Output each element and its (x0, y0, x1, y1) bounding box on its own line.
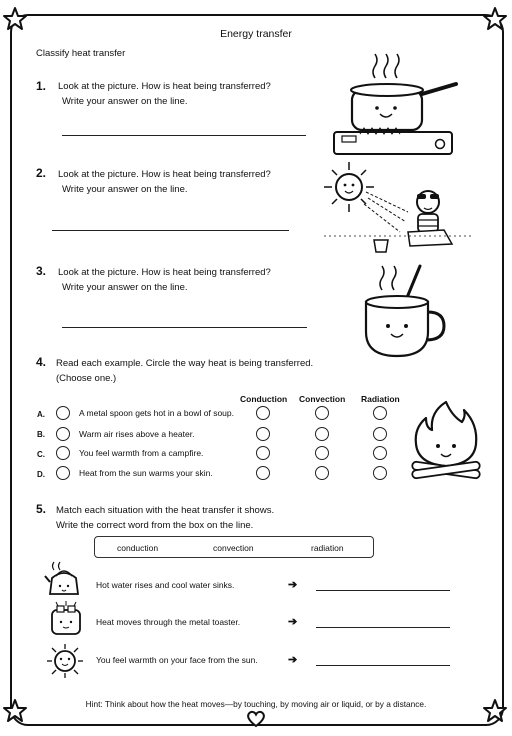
page-title: Energy transfer (220, 28, 292, 40)
row-letter: A. (37, 410, 45, 419)
hint-text: Hint: Think about how the heat moves—by touching, by moving air or liquid, or by a distance. (85, 699, 427, 709)
word-bank-item: conduction (117, 543, 159, 553)
row-letter: D. (37, 470, 45, 479)
arrow-icon: ➔ (288, 579, 298, 591)
radiation-option[interactable] (373, 427, 387, 441)
question-instruction: Write the correct word from the box on the line. (56, 520, 254, 531)
answer-line[interactable] (52, 230, 289, 231)
row-text: A metal spoon gets hot in a bowl of soup. (79, 408, 234, 418)
conduction-option[interactable] (256, 446, 270, 460)
row-text: Heat from the sun warms your skin. (79, 468, 213, 478)
answer-line[interactable] (316, 590, 450, 591)
toaster-icon (48, 600, 84, 638)
question-text: Match each situation with the heat transfer it shows. (56, 505, 275, 516)
question-number: 2. (36, 166, 47, 180)
match-item-text: You feel warmth on your face from the sun. (96, 655, 258, 665)
sun-icon (46, 643, 84, 679)
row-letter: C. (37, 450, 45, 459)
question-number: 3. (36, 264, 47, 278)
pot-on-stove-icon (330, 56, 460, 160)
column-header-radiation: Radiation (361, 394, 400, 404)
arrow-icon: ➔ (288, 654, 298, 666)
heart-icon (246, 710, 266, 728)
question-instruction: Write your answer on the line. (62, 184, 188, 195)
question-text: Look at the picture. How is heat being transferred? (58, 81, 271, 92)
word-bank-item: convection (213, 543, 254, 553)
question-instruction: (Choose one.) (56, 373, 117, 384)
question-number: 4. (36, 355, 47, 369)
row-select-circle[interactable] (56, 427, 70, 441)
row-text: You feel warmth from a campfire. (79, 448, 204, 458)
match-item-text: Hot water rises and cool water sinks. (96, 580, 235, 590)
convection-option[interactable] (315, 406, 329, 420)
convection-option[interactable] (315, 427, 329, 441)
row-letter: B. (37, 430, 45, 439)
question-text: Read each example. Circle the way heat is being transferred. (56, 358, 314, 369)
conduction-option[interactable] (256, 427, 270, 441)
question-text: Look at the picture. How is heat being transferred? (58, 169, 271, 180)
row-select-circle[interactable] (56, 406, 70, 420)
kettle-icon (44, 562, 84, 600)
column-header-conduction: Conduction (240, 394, 288, 404)
conduction-option[interactable] (256, 406, 270, 420)
answer-line[interactable] (316, 627, 450, 628)
row-select-circle[interactable] (56, 466, 70, 480)
convection-option[interactable] (315, 446, 329, 460)
radiation-option[interactable] (373, 446, 387, 460)
match-item-text: Heat moves through the metal toaster. (96, 617, 241, 627)
question-text: Look at the picture. How is heat being transferred? (58, 267, 271, 278)
question-number: 5. (36, 502, 47, 516)
arrow-icon: ➔ (288, 616, 298, 628)
row-text: Warm air rises above a heater. (79, 429, 195, 439)
column-header-convection: Convection (299, 394, 346, 404)
conduction-option[interactable] (256, 466, 270, 480)
radiation-option[interactable] (373, 406, 387, 420)
question-number: 1. (36, 79, 47, 93)
radiation-option[interactable] (373, 466, 387, 480)
convection-option[interactable] (315, 466, 329, 480)
sun-beach-icon (324, 160, 474, 260)
word-bank-item: radiation (311, 543, 344, 553)
answer-line[interactable] (62, 135, 306, 136)
page-subtitle: Classify heat transfer (36, 48, 126, 59)
answer-line[interactable] (62, 327, 307, 328)
row-select-circle[interactable] (56, 446, 70, 460)
answer-line[interactable] (316, 665, 450, 666)
campfire-icon (408, 400, 484, 484)
mug-with-spoon-icon (360, 262, 450, 360)
question-instruction: Write your answer on the line. (62, 282, 188, 293)
question-instruction: Write your answer on the line. (62, 96, 188, 107)
